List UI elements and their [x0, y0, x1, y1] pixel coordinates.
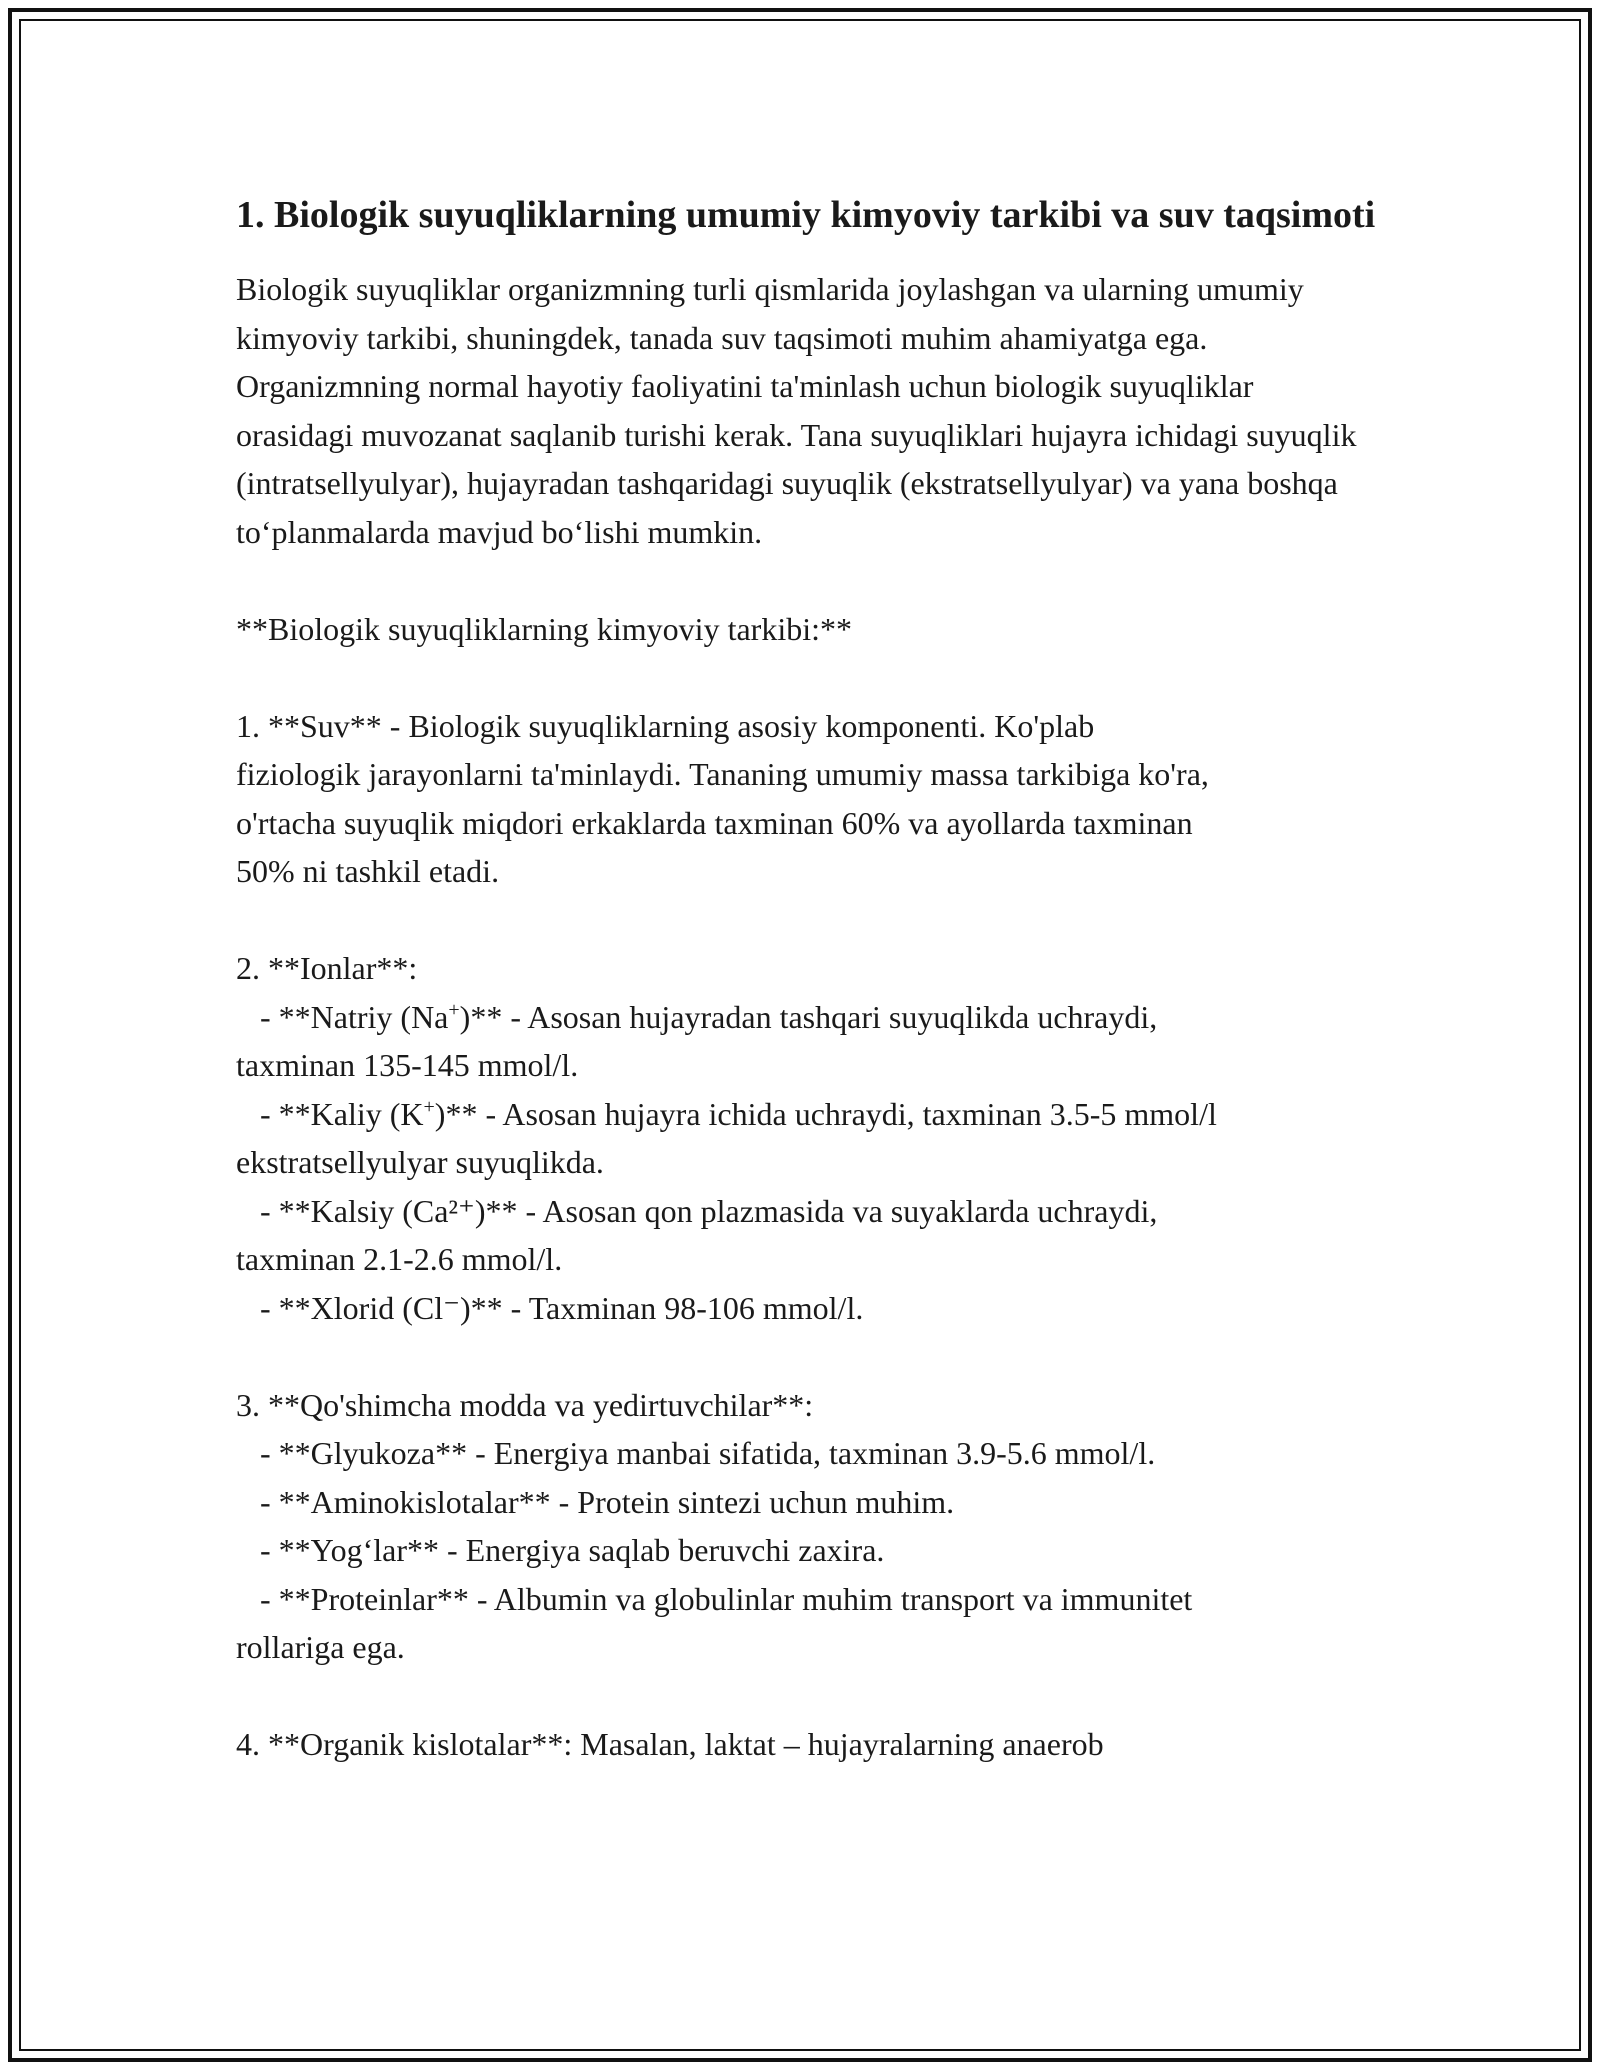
list-item-title: 3. **Qo'shimcha modda va yedirtuvchilar**: [236, 1386, 814, 1423]
spacer [236, 1332, 1376, 1381]
list-item-additional [236, 1381, 1376, 1672]
superscript: + [423, 1095, 435, 1118]
list-item-title: 2. **Ionlar**: [236, 950, 418, 986]
list-item-line: o'rtacha suyuqlik miqdori erkaklarda taxminan 60% va ayollarda taxminan [236, 804, 1193, 841]
spacer [236, 1672, 1376, 1721]
sub-item-continuation: taxminan 2.1-2.6 mmol/l. [236, 1241, 563, 1277]
sub-item-continuation: rollariga ega. [236, 1629, 405, 1665]
list-item-water [236, 702, 1376, 896]
sub-item-aminokislotalar: - **Aminokislotalar** - Protein sintezi uchun muhim. [236, 1483, 955, 1520]
list-item-ions [236, 944, 1376, 1332]
spacer [236, 896, 1376, 945]
document-body [236, 188, 1376, 1769]
sub-item-kaliy [236, 1090, 1376, 1139]
list-item-line: 1. **Suv** - Biologik suyuqliklarning asosiy komponenti. Ko'plab [236, 707, 1095, 744]
list-item-organic-acids [236, 1720, 1376, 1769]
intro-paragraph: Biologik suyuqliklar organizmning turli qismlarida joylashgan va ularning umumiy kimyoviy tarkibi, shuningdek, tanada suv taqsimoti muhim ahamiyatga ega. Organizmning normal hayotiy faoliyatini ta'minlash uchun biologik suyuqliklar orasidagi muvozanat saqlanib turishi kerak. Tana suyuqliklari hujayra ichidagi suyuqlik (intratsellyulyar), hujayradan tashqaridagi suyuqlik (ekstratsellyulyar) va yana boshqa to‘planmalarda mavjud bo‘lishi mumkin. [236, 271, 1357, 550]
list-item-line: fiziologik jarayonlarni ta'minlaydi. Tananing umumiy massa tarkibiga ko'ra, [236, 756, 1209, 792]
sub-item-kalsiy: - **Kalsiy (Ca²⁺)** - Asosan qon plazmasida va suyaklarda uchraydi, [236, 1192, 1158, 1229]
sub-item-continuation: taxminan 135-145 mmol/l. [236, 1047, 579, 1083]
sub-item-text: - **Natriy (Na [236, 998, 449, 1035]
sub-item-text: - **Kaliy (K [236, 1095, 424, 1132]
sub-item-glyukoza: - **Glyukoza** - Energiya manbai sifatida, taxminan 3.9-5.6 mmol/l. [236, 1435, 1156, 1471]
sub-item-natriy [236, 993, 1376, 1042]
superscript: + [448, 998, 460, 1021]
sub-item-proteinlar: - **Proteinlar** - Albumin va globulinlar muhim transport va immunitet [236, 1580, 1193, 1617]
sub-item-text: )** - Asosan hujayra ichida uchraydi, taxminan 3.5-5 mmol/l [434, 1095, 1217, 1132]
list-item-line: 4. **Organik kislotalar**: Masalan, laktat – hujayralarning anaerob [236, 1726, 1104, 1762]
composition-title: **Biologik suyuqliklarning kimyoviy tarkibi:** [236, 610, 852, 647]
sub-item-yoglar: - **Yog‘lar** - Energiya saqlab beruvchi zaxira. [236, 1532, 885, 1568]
section-heading: 1. Biologik suyuqliklarning umumiy kimyoviy tarkibi va suv taqsimoti [236, 194, 1376, 236]
spacer [236, 653, 1376, 702]
spacer [236, 556, 1376, 605]
sub-item-text: )** - Asosan hujayradan tashqari suyuqlikda uchraydi, [459, 998, 1158, 1035]
sub-item-xlorid: - **Xlorid (Cl⁻)** - Taxminan 98-106 mmol/l. [236, 1289, 864, 1326]
sub-item-continuation: ekstratsellyulyar suyuqlikda. [236, 1144, 604, 1180]
list-item-line: 50% ni tashkil etadi. [236, 853, 500, 889]
